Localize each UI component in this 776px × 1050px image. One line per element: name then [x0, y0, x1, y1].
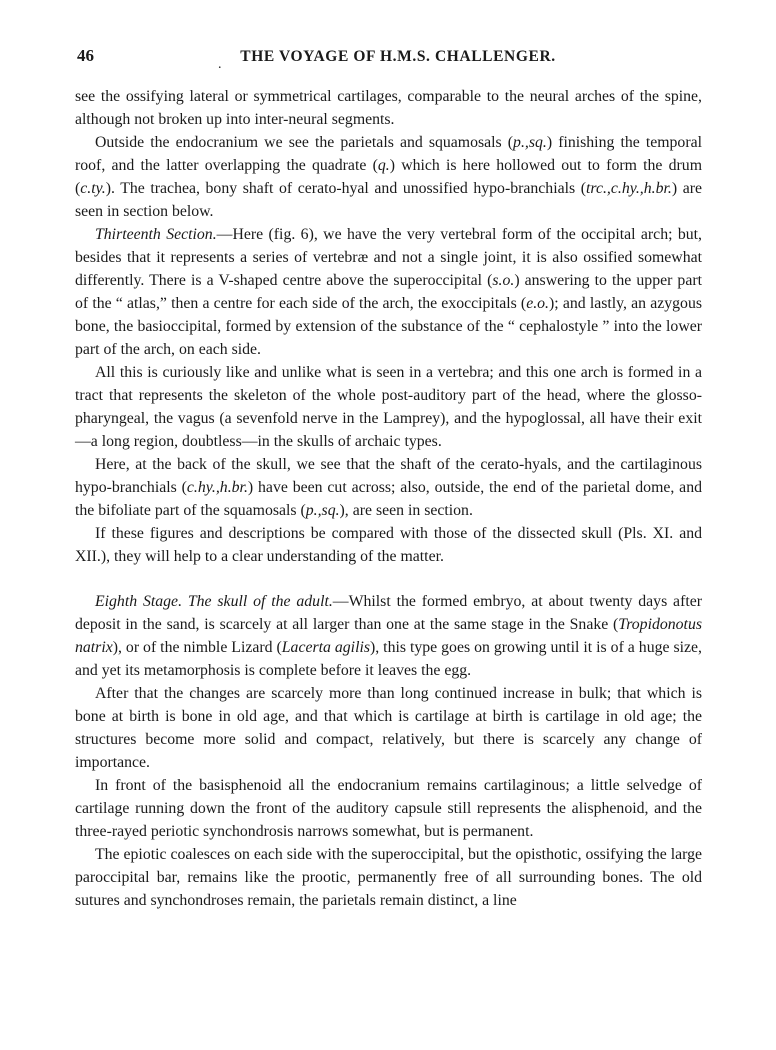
paragraph-5: Here, at the back of the skull, we see that the shaft of the cerato-hyals, and the cartilaginous hypo-branchials (c.hy.,h.br.) have been cut across; also, outside, the end of the parietal dome, and the bifoliate part of the squamosals (p.,sq.), are seen in section.: [75, 456, 702, 519]
paragraph-thirteenth-section: Thirteenth Section.—Here (fig. 6), we have the very vertebral form of the occipital arch; but, besides that it represents a series of vertebræ and not a single joint, it is also ossified somewhat differently. There is a V-shaped centre above the superoccipital (s.o.) answering to the upper part of the “ atlas,” then a centre for each side of the arch, the exoccipitals (e.o.); and lastly, an azygous bone, the basioccipital, formed by extension of the substance of the “ cephalostyle ” into the lower part of the arch, on each side.: [75, 226, 703, 358]
paragraph-2: Outside the endocranium we see the parietals and squamosals (p.,sq.) finishing the temporal roof, and the latter overlapping the quadrate (q.) which is here hollowed out to form the drum (c.ty.). The trachea, bony shaft of cerato-hyal and unossified hypo-branchials (trc.,c.hy.,h.br.) are seen in section below.: [75, 134, 703, 220]
running-title: THE VOYAGE OF H.M.S. CHALLENGER.: [240, 48, 556, 65]
ink-speck: .: [218, 57, 222, 72]
page-number: 46: [77, 46, 94, 65]
paragraph-1: see the ossifying lateral or symmetrical cartilages, comparable to the neural arches of the spine, although not broken up into inter-neural segments.: [75, 88, 702, 128]
paragraph-10: The epiotic coalesces on each side with the superoccipital, but the opisthotic, ossifying the large paroccipital bar, remains like the prootic, permanently free of all surrounding bones. The old sutures and synchondroses remain, the parietals remain distinct, a line: [75, 846, 702, 909]
paragraph-9: In front of the basisphenoid all the endocranium remains cartilaginous; a little selvedge of cartilage running down the front of the auditory capsule still represents the alisphenoid, and the three-rayed periotic synchondrosis narrows somewhat, but is permanent.: [75, 777, 702, 840]
paragraph-8: After that the changes are scarcely more than long continued increase in bulk; that which is bone at birth is bone in old age, and that which is cartilage at birth is cartilage in old age; the structures become more solid and compact, relatively, but there is scarcely any change of importance.: [75, 685, 702, 771]
section-heading: Thirteenth Section.: [95, 226, 217, 243]
section-heading: Eighth Stage. The skull of the adult.: [95, 593, 333, 610]
paragraph-6: If these figures and descriptions be compared with those of the dissected skull (Pls. XI. and XII.), they will help to a clear understanding of the matter.: [75, 525, 702, 565]
paragraph-eighth-stage: Eighth Stage. The skull of the adult.—Whilst the formed embryo, at about twenty days after deposit in the sand, is scarcely at all larger than one at the same stage in the Snake (Tropidonotus natrix), or of the nimble Lizard (Lacerta agilis), this type goes on growing until it is of a huge size, and yet its metamorphosis is complete before it leaves the egg.: [75, 593, 702, 679]
body-text: [75, 85, 702, 912]
paragraph-4: All this is curiously like and unlike what is seen in a vertebra; and this one arch is formed in a tract that represents the skeleton of the whole post-auditory part of the head, where the glosso-pharyngeal, the vagus (a sevenfold nerve in the Lamprey), and the hypoglossal, all have their exit—a long region, doubtless—in the skulls of archaic types.: [75, 364, 702, 450]
